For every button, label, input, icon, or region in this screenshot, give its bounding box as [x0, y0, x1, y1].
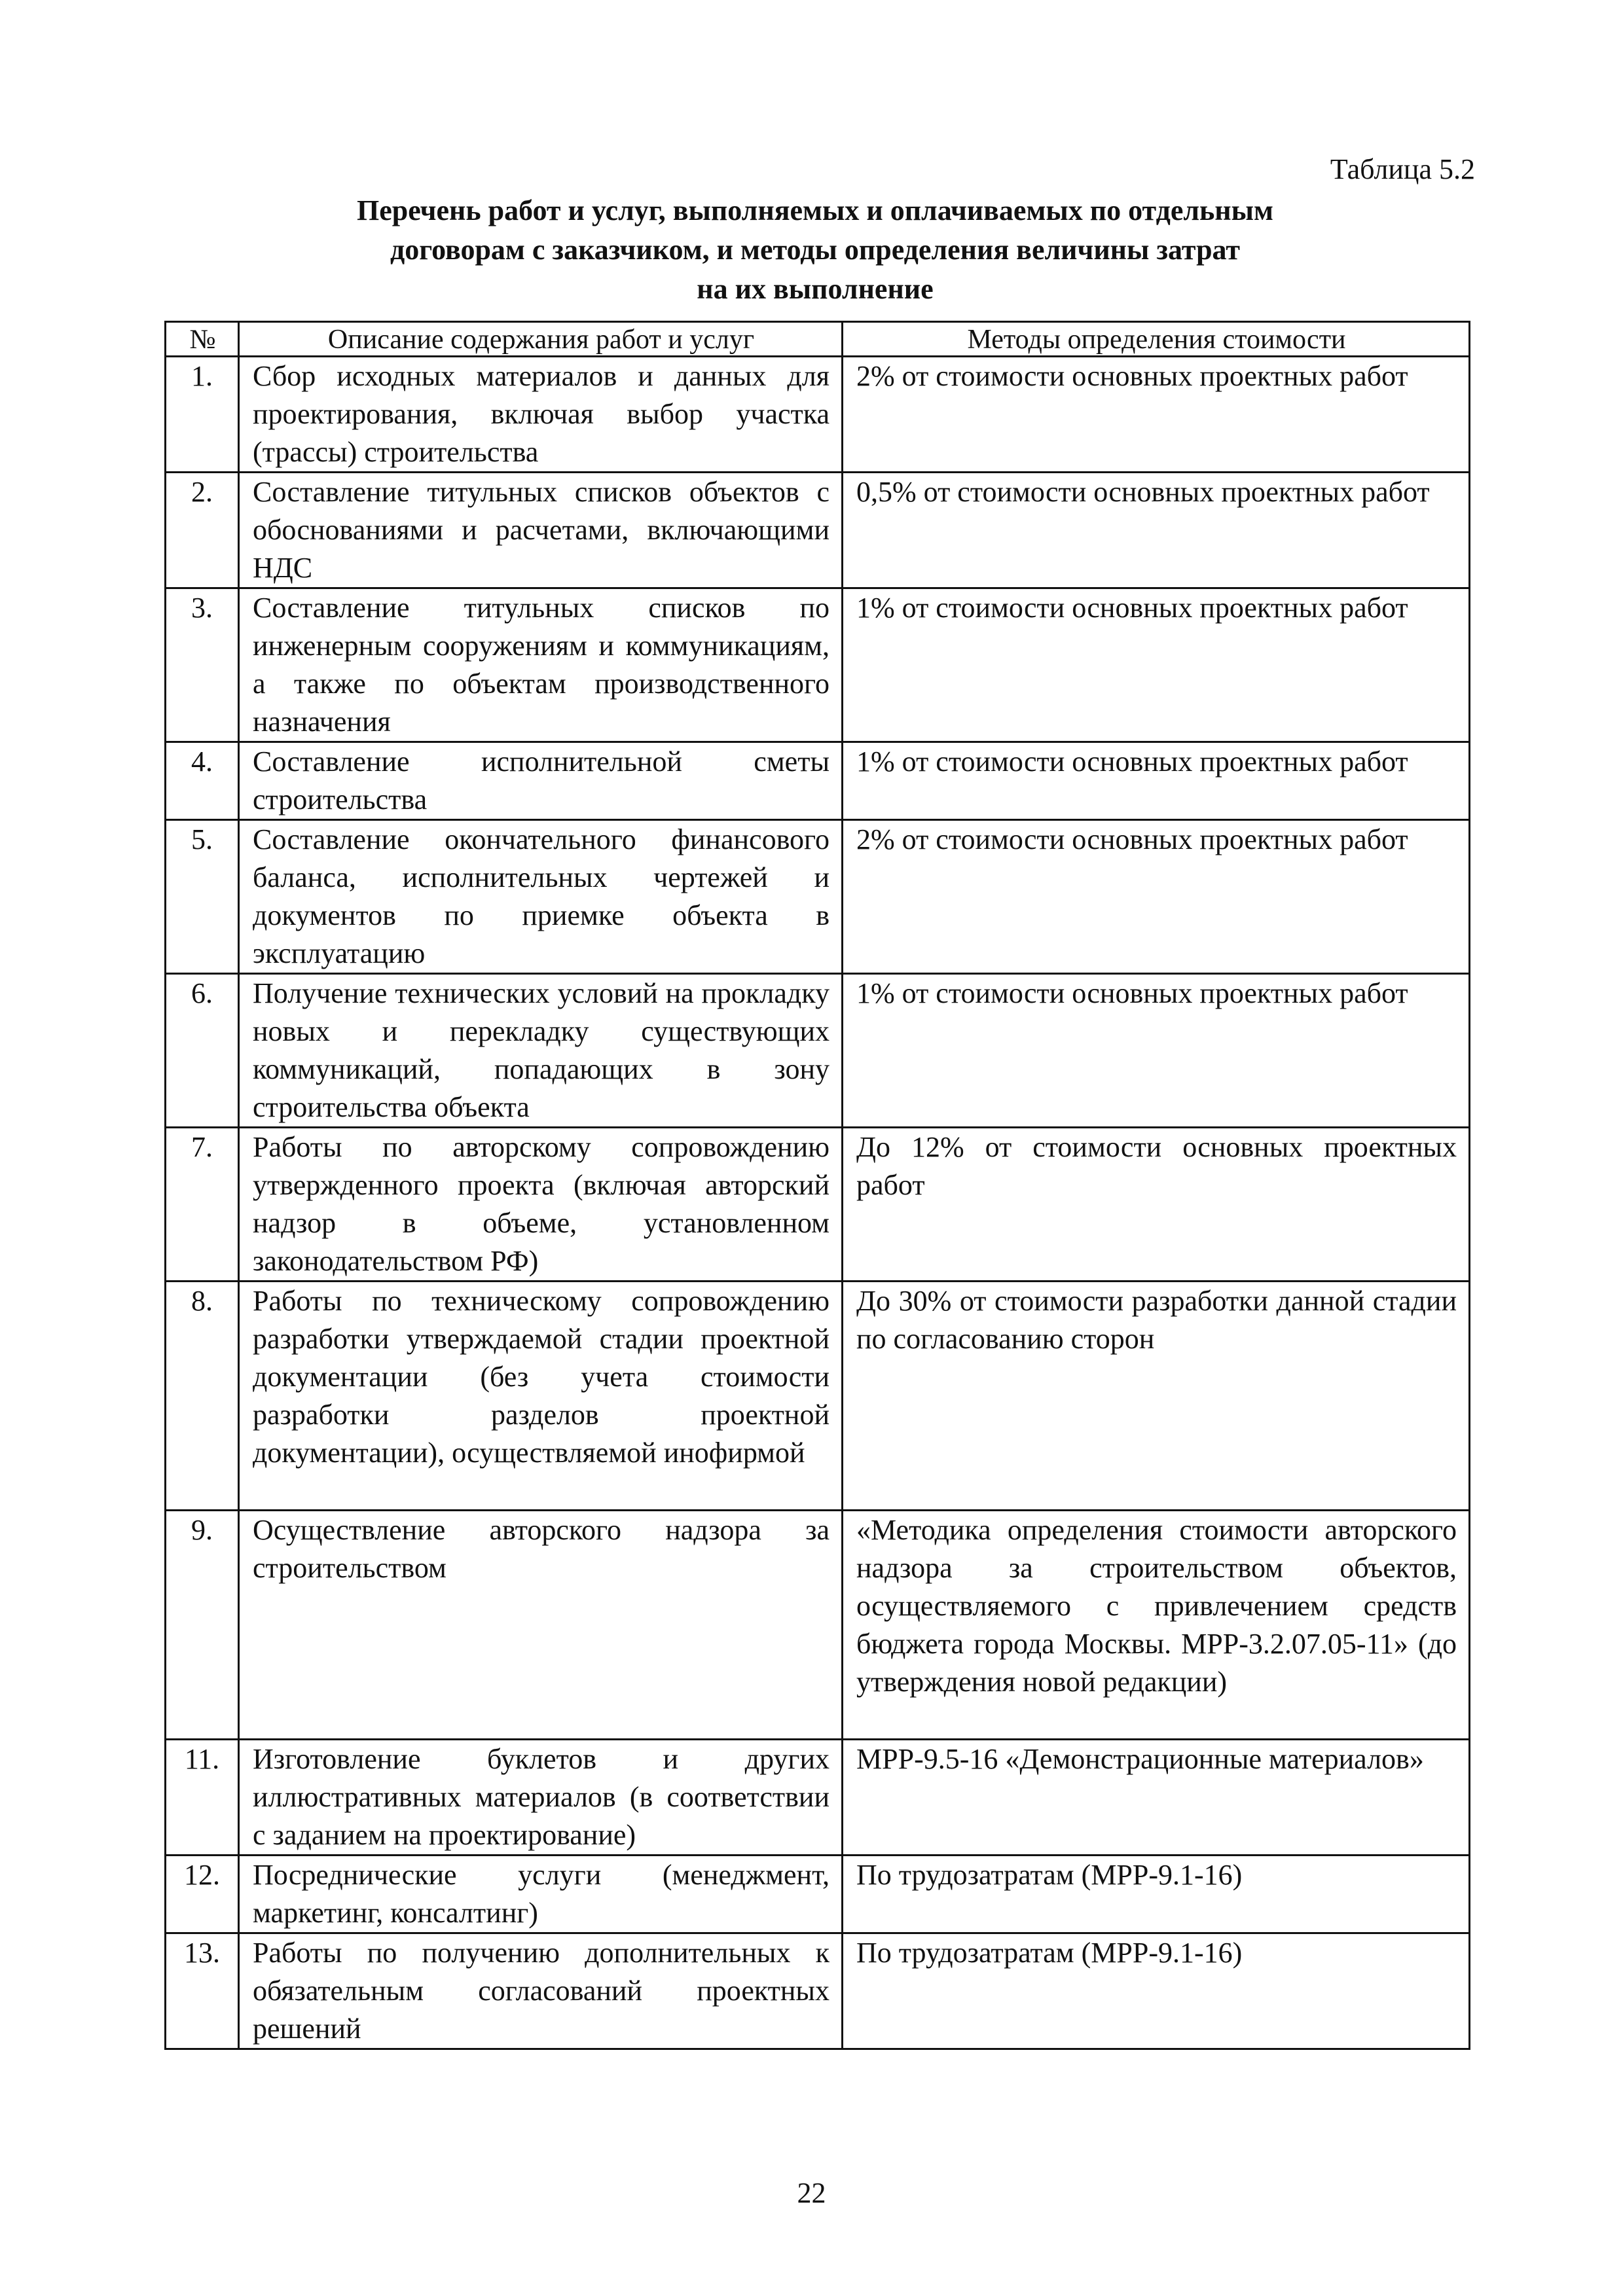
row-num: 5. — [166, 820, 239, 974]
row-method: 1% от стоимости основных проектных работ — [843, 974, 1470, 1128]
row-num: 4. — [166, 742, 239, 820]
header-method: Методы определения стоимости — [843, 322, 1470, 357]
row-num: 3. — [166, 588, 239, 742]
row-method: До 30% от стоимости разработки данной стадии по согласованию сторон — [843, 1282, 1470, 1511]
row-method: 0,5% от стоимости основных проектных работ — [843, 473, 1470, 588]
row-description: Составление титульных списков объектов с обоснованиями и расчетами, включающими НДС — [239, 473, 843, 588]
row-num: 12. — [166, 1856, 239, 1933]
row-description: Работы по получению дополнительных к обязательным согласований проектных решений — [239, 1933, 843, 2049]
table-row — [166, 974, 1470, 1128]
row-method: 2% от стоимости основных проектных работ — [843, 357, 1470, 473]
table-row — [166, 742, 1470, 820]
row-num: 13. — [166, 1933, 239, 2049]
row-method: 1% от стоимости основных проектных работ — [843, 742, 1470, 820]
table-row — [166, 1511, 1470, 1740]
row-description: Получение технических условий на прокладку новых и перекладку существующих коммуникаций, попадающих в зону строительства объекта — [239, 974, 843, 1128]
page-number: 22 — [797, 2177, 826, 2209]
row-description: Осуществление авторского надзора за строительством — [239, 1511, 843, 1740]
row-num: 9. — [166, 1511, 239, 1740]
table-title-line: договорам с заказчиком, и методы определения величины затрат — [390, 234, 1241, 266]
row-description: Посреднические услуги (менеджмент, маркетинг, консалтинг) — [239, 1856, 843, 1933]
row-description: Составление окончательного финансового баланса, исполнительных чертежей и документов по приемке объекта в эксплуатацию — [239, 820, 843, 974]
table-row — [166, 357, 1470, 473]
row-num: 11. — [166, 1740, 239, 1856]
row-num: 7. — [166, 1128, 239, 1282]
header-num: № — [166, 322, 239, 357]
table-row — [166, 473, 1470, 588]
row-method: «Методика определения стоимости авторского надзора за строительством объектов, осуществляемого с привлечением средств бюджета города Москвы. МРР-3.2.07.05-11» (до утверждения новой редакции) — [843, 1511, 1470, 1740]
table-title-line: Перечень работ и услуг, выполняемых и оплачиваемых по отдельным — [357, 194, 1273, 226]
row-description: Изготовление буклетов и других иллюстративных материалов (в соответствии с заданием на проектирование) — [239, 1740, 843, 1856]
table-row — [166, 588, 1470, 742]
row-description: Сбор исходных материалов и данных для проектирования, включая выбор участка (трассы) строительства — [239, 357, 843, 473]
row-num: 6. — [166, 974, 239, 1128]
row-method: По трудозатратам (МРР-9.1-16) — [843, 1856, 1470, 1933]
row-method: До 12% от стоимости основных проектных работ — [843, 1128, 1470, 1282]
row-num: 8. — [166, 1282, 239, 1511]
table-row — [166, 1740, 1470, 1856]
row-method: По трудозатратам (МРР-9.1-16) — [843, 1933, 1470, 2049]
table-title-line: на их выполнение — [697, 273, 934, 305]
row-num: 2. — [166, 473, 239, 588]
table-row — [166, 1128, 1470, 1282]
header-description: Описание содержания работ и услуг — [239, 322, 843, 357]
row-method: 2% от стоимости основных проектных работ — [843, 820, 1470, 974]
table-label: Таблица 5.2 — [1330, 153, 1475, 185]
row-num: 1. — [166, 357, 239, 473]
row-description: Составление титульных списков по инженерным сооружениям и коммуникациям, а также по объектам производственного назначения — [239, 588, 843, 742]
row-method: 1% от стоимости основных проектных работ — [843, 588, 1470, 742]
table-title — [164, 191, 1467, 309]
row-description: Работы по техническому сопровождению разработки утверждаемой стадии проектной документации (без учета стоимости разработки разделов проектной документации), осуществляемой инофирмой — [239, 1282, 843, 1511]
table-row — [166, 1282, 1470, 1511]
row-method: МРР-9.5-16 «Демонстрационные материалов» — [843, 1740, 1470, 1856]
table-row — [166, 1856, 1470, 1933]
row-description: Работы по авторскому сопровождению утвержденного проекта (включая авторский надзор в объеме, установленном законодательством РФ) — [239, 1128, 843, 1282]
table-row — [166, 1933, 1470, 2049]
works-services-table — [164, 321, 1470, 2050]
table-row — [166, 820, 1470, 974]
table-header-row — [166, 322, 1470, 357]
row-description: Составление исполнительной сметы строительства — [239, 742, 843, 820]
